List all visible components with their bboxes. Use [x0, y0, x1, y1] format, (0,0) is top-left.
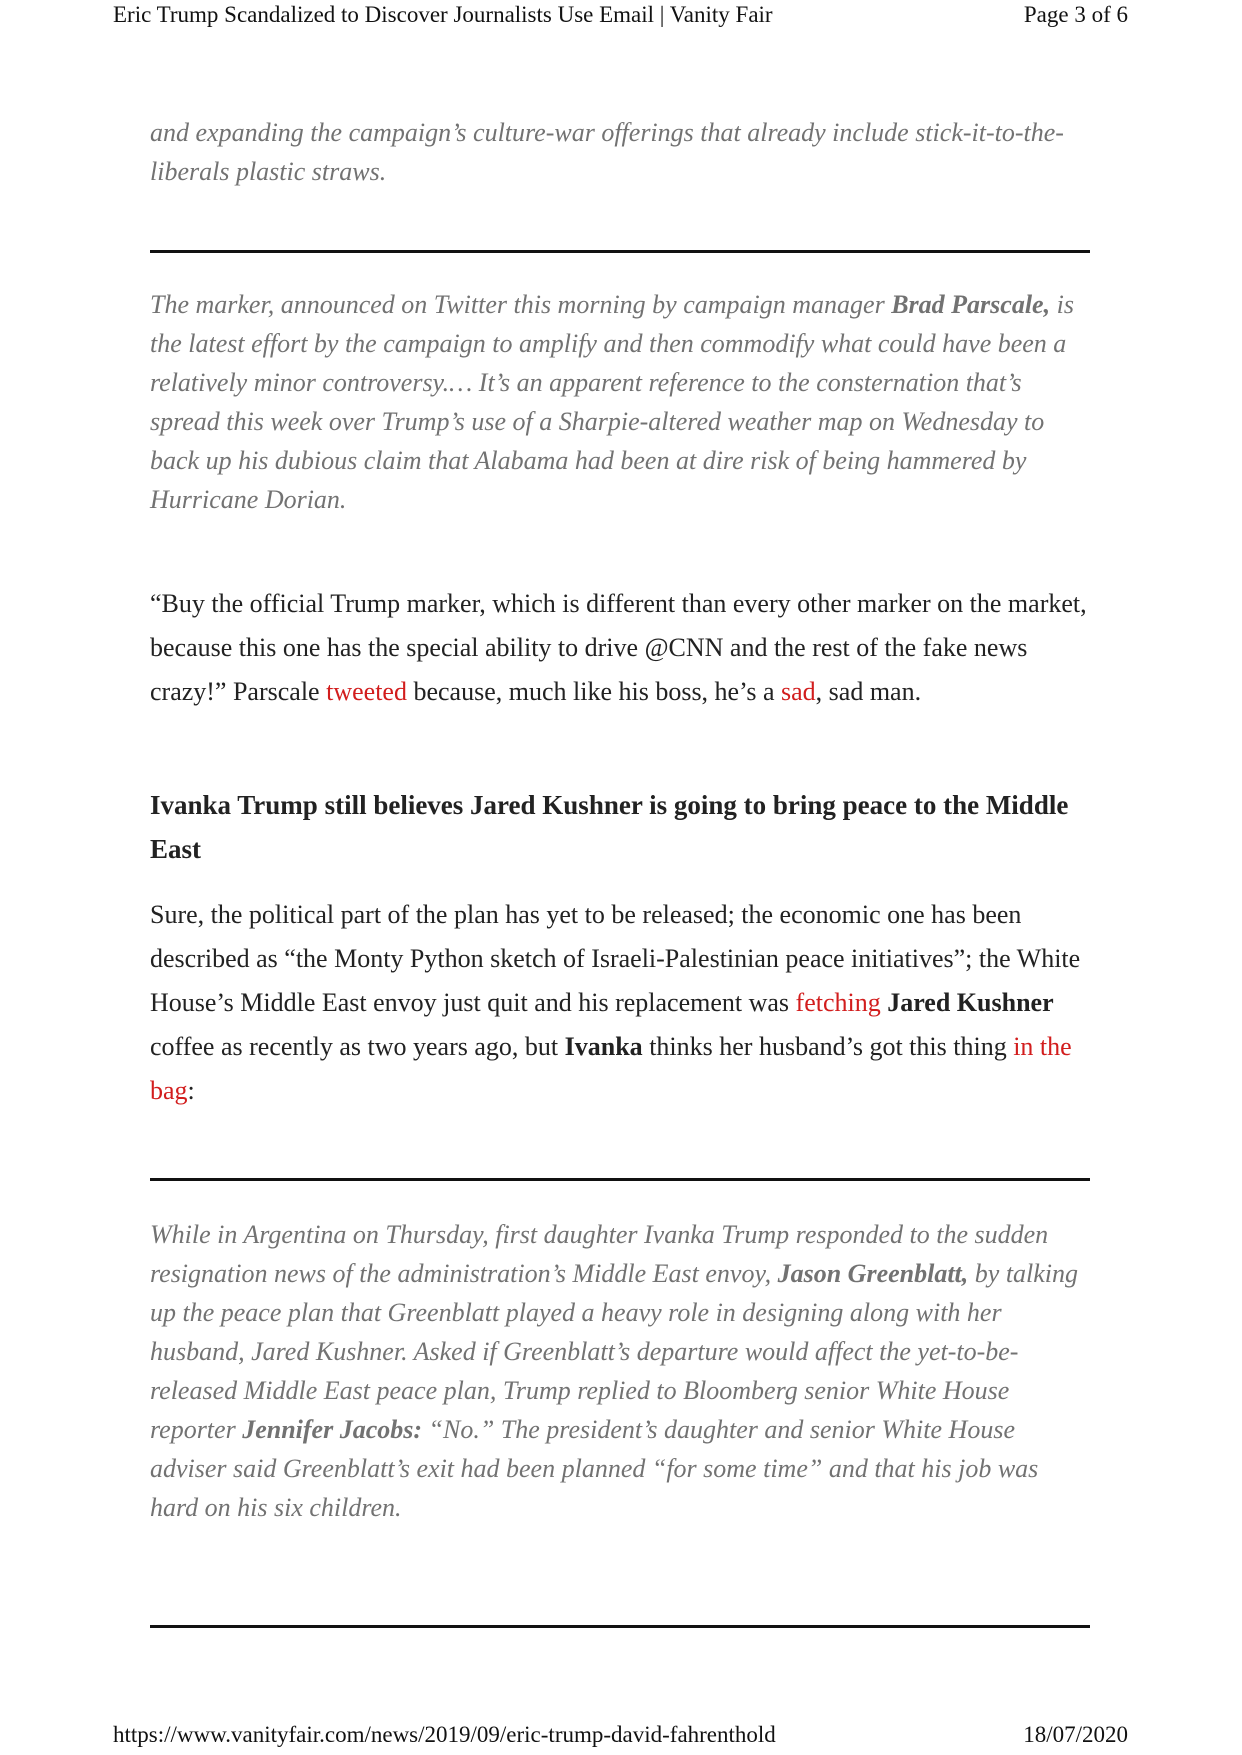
paragraph-parscale — [150, 582, 1090, 714]
quote-text: is the latest effort by the campaign to amplify and then commodify what could have been a relatively minor controversy.… It’s an apparent reference to the consternation that’s spread this week over Trump’s use of a Sharpie-altered weather map on Wednesday to back up his dubious claim that Alabama had been at dire risk of being hammered by Hurricane Dorian. — [150, 290, 1074, 514]
page-title: Eric Trump Scandalized to Discover Journalists Use Email | Vanity Fair — [113, 2, 773, 27]
paragraph-text: “Buy the official Trump marker, which is different than every other marker on the market, because this one has the special ability to drive @CNN and the rest of the fake news crazy!” Parscale — [150, 589, 1087, 706]
page-number: Page 3 of 6 — [1023, 2, 1128, 27]
in-the-bag-link[interactable]: in the bag — [150, 1032, 1072, 1105]
person-name: Jared Kushner — [887, 988, 1054, 1017]
paragraph-text: coffee as recently as two years ago, but — [150, 1032, 565, 1061]
print-footer — [0, 1718, 1242, 1755]
fetching-link[interactable]: fetching — [795, 988, 881, 1017]
paragraph-text: : — [187, 1076, 195, 1105]
blockquote-marker — [150, 285, 1090, 519]
print-date: 18/07/2020 — [1023, 1722, 1128, 1747]
quote-text: While in Argentina on Thursday, first daughter Ivanka Trump responded to the sudden resignation news of the administration’s Middle East envoy, — [150, 1220, 1049, 1288]
paragraph-text: , sad man. — [815, 677, 922, 706]
quote-text: The marker, announced on Twitter this morning by campaign manager — [150, 290, 892, 319]
page-url: https://www.vanityfair.com/news/2019/09/eric-trump-david-fahrenthold — [113, 1722, 776, 1747]
paragraph-ivanka — [150, 893, 1090, 1113]
quote-text: and expanding the campaign’s culture-war offerings that already include stick-it-to-the-liberals plastic straws. — [150, 118, 1064, 186]
quote-text: by talking up the peace plan that Greenblatt played a heavy role in designing along with her husband, Jared Kushner. Asked if Greenblatt’s departure would affect the yet-to-be-released Middle East peace plan, Trump replied to Bloomberg senior White House reporter — [150, 1259, 1079, 1444]
person-name: Ivanka — [564, 1032, 643, 1061]
quote-text: “No.” The president’s daughter and senior White House adviser said Greenblatt’s exit had been planned “for some time” and that his job was hard on his six children. — [150, 1415, 1039, 1522]
sad-link[interactable]: sad — [780, 677, 816, 706]
section-heading: Ivanka Trump still believes Jared Kushner is going to bring peace to the Middle East — [150, 790, 1069, 864]
divider — [150, 1625, 1090, 1628]
blockquote-straws — [150, 113, 1090, 191]
person-name: Brad Parscale, — [891, 290, 1051, 319]
blockquote-greenblatt — [150, 1215, 1090, 1527]
paragraph-text: Sure, the political part of the plan has yet to be released; the economic one has been described as “the Monty Python sketch of Israeli-Palestinian peace initiatives”; the White House’s Middle East envoy just quit and his replacement was — [150, 900, 1081, 1017]
print-header — [0, 0, 1242, 36]
person-name: Jennifer Jacobs: — [242, 1415, 423, 1444]
tweeted-link[interactable]: tweeted — [326, 677, 407, 706]
person-name: Jason Greenblatt, — [777, 1259, 969, 1288]
paragraph-text: because, much like his boss, he’s a — [406, 677, 781, 706]
paragraph-text: thinks her husband’s got this thing — [642, 1032, 1014, 1061]
divider — [150, 1178, 1090, 1181]
divider — [150, 250, 1090, 253]
